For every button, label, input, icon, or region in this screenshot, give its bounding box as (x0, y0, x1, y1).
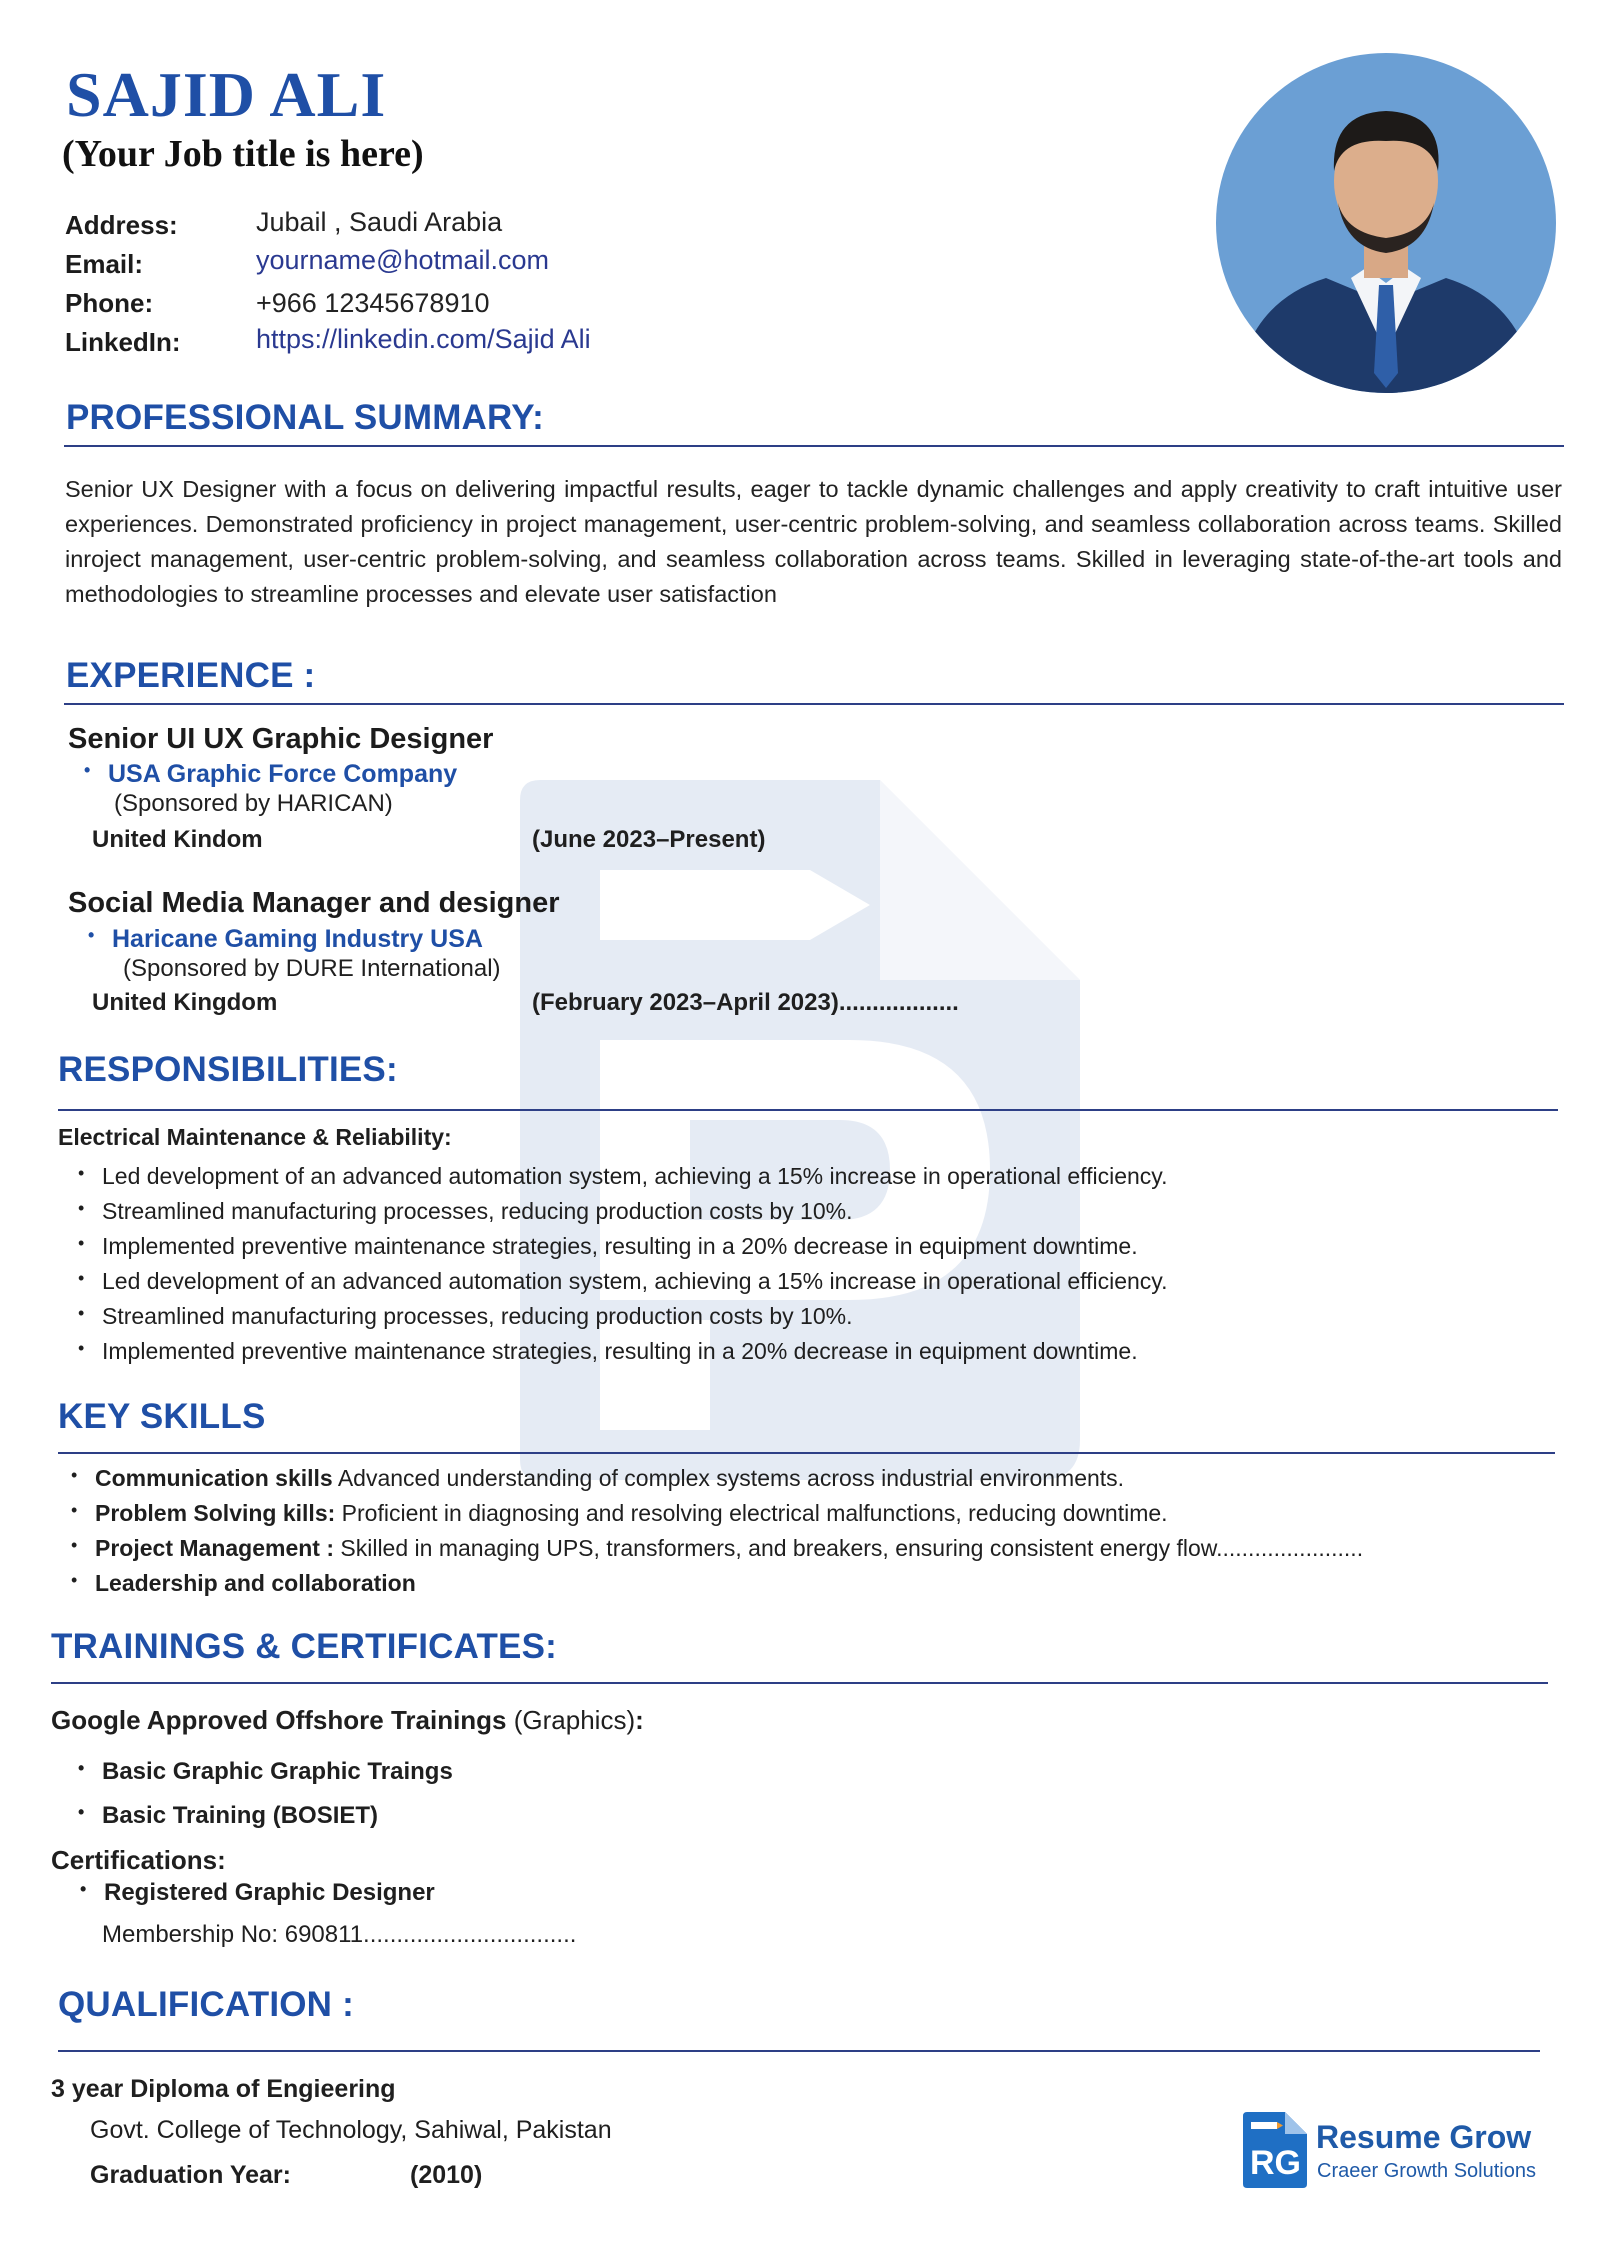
institute: Govt. College of Technology, Sahiwal, Pakistan (90, 2116, 612, 2144)
address-value: Jubail , Saudi Arabia (256, 207, 503, 237)
certifications-heading: Certifications: (51, 1845, 226, 1875)
job-title-2: Social Media Manager and designer (68, 887, 560, 919)
sponsor-2: (Sponsored by DURE International) (123, 955, 501, 982)
dates-2: (February 2023–April 2023).................. (532, 989, 959, 1016)
list-item: • Streamlined manufacturing processes, reducing production costs by 10%. (102, 1303, 852, 1330)
company-1: • USA Graphic Force Company (108, 760, 457, 789)
qualification-heading: QUALIFICATION : (58, 1985, 354, 2024)
graduation-label: Graduation Year: (90, 2161, 291, 2189)
brand-name: Resume Grow (1316, 2119, 1532, 2155)
list-item (95, 1535, 1363, 1562)
email-link[interactable]: yourname@hotmail.com (256, 245, 550, 275)
profile-photo (1216, 53, 1556, 393)
trainings-heading: TRAININGS & CERTIFICATES: (51, 1627, 558, 1666)
qualification-rule (58, 2050, 1540, 2052)
list-item: • Basic Graphic Graphic Traings (102, 1758, 453, 1786)
address-label: Address: (65, 210, 178, 240)
skills-rule (58, 1452, 1555, 1454)
experience-heading: EXPERIENCE : (66, 656, 316, 695)
skill-name: Problem Solving kills: (95, 1500, 336, 1526)
trainings-group-title: Google Approved Offshore Trainings (51, 1705, 507, 1735)
list-item (95, 1570, 416, 1597)
graduation-year: (2010) (410, 2161, 483, 2189)
summary-heading: PROFESSIONAL SUMMARY: (66, 398, 545, 437)
phone-value: +966 12345678910 (256, 288, 490, 318)
summary-rule (64, 445, 1564, 447)
resume-grow-logo-icon (1243, 2112, 1307, 2188)
watermark-document-pen-icon (520, 780, 1080, 1480)
trainings-group (51, 1705, 644, 1736)
skill-name: Communication skills (95, 1465, 333, 1491)
list-item: • Streamlined manufacturing processes, reducing production costs by 10%. (102, 1198, 852, 1225)
company-2: • Haricane Gaming Industry USA (112, 925, 483, 954)
phone-label: Phone: (65, 288, 154, 318)
list-item: • Led development of an advanced automation system, achieving a 15% increase in operational efficiency. (102, 1268, 1167, 1295)
skill-desc: Proficient in diagnosing and resolving electrical malfunctions, reducing downtime. (335, 1500, 1168, 1526)
skill-name: Project Management : (95, 1535, 334, 1561)
job-title-1: Senior UI UX Graphic Designer (68, 723, 494, 755)
skill-name: Leadership and collaboration (95, 1570, 416, 1596)
location-2: United Kingdom (92, 989, 278, 1016)
brand-tagline: Craeer Growth Solutions (1317, 2160, 1536, 2182)
linkedin-link[interactable]: https://linkedin.com/Sajid Ali (256, 324, 591, 354)
trainings-group-note: (Graphics) (506, 1705, 636, 1735)
membership-number: Membership No: 690811................................ (102, 1921, 577, 1948)
responsibilities-heading: RESPONSIBILITIES: (58, 1050, 398, 1089)
logo-letters: RG (1250, 2144, 1301, 2182)
trainings-rule (51, 1682, 1548, 1684)
list-item: • Basic Training (BOSIET) (102, 1802, 378, 1830)
email-label: Email: (65, 249, 144, 279)
sponsor-1: (Sponsored by HARICAN) (114, 790, 393, 817)
responsibilities-rule (58, 1109, 1558, 1111)
list-item: • Implemented preventive maintenance strategies, resulting in a 20% decrease in equipment downtime. (102, 1233, 1138, 1260)
skills-heading: KEY SKILLS (58, 1397, 266, 1436)
location-1: United Kindom (92, 826, 263, 853)
summary-text: Senior UX Designer with a focus on delivering impactful results, eager to tackle dynamic challenges and apply creativity to craft intuitive user experiences. Demonstrated proficiency in project management, user-centric problem-solving, and seamless collaboration across teams. Skilled inroject management, user-centric problem-solving, and seamless collaboration across teams. Skilled in leveraging state-of-the-art tools and methodologies to streamline processes and elevate user satisfaction (65, 476, 1562, 607)
skill-desc: Skilled in managing UPS, transformers, and breakers, ensuring consistent energy flow....................... (334, 1535, 1364, 1561)
list-item: • Led development of an advanced automation system, achieving a 15% increase in operational efficiency. (102, 1163, 1167, 1190)
list-item: • Implemented preventive maintenance strategies, resulting in a 20% decrease in equipment downtime. (102, 1338, 1138, 1365)
responsibilities-subheading: Electrical Maintenance & Reliability: (58, 1124, 452, 1150)
job-title: (Your Job title is here) (62, 133, 424, 175)
list-item: • Registered Graphic Designer (104, 1879, 435, 1907)
list-item (95, 1465, 1124, 1492)
trainings-group-colon: : (635, 1705, 644, 1735)
skill-desc: Advanced understanding of complex systems across industrial environments. (332, 1465, 1125, 1491)
candidate-name: SAJID ALI (66, 59, 387, 130)
list-item (95, 1500, 1168, 1527)
linkedin-label: LinkedIn: (65, 327, 181, 357)
degree: 3 year Diploma of Engieering (51, 2075, 396, 2103)
dates-1: (June 2023–Present) (532, 826, 766, 853)
experience-rule (64, 703, 1564, 705)
